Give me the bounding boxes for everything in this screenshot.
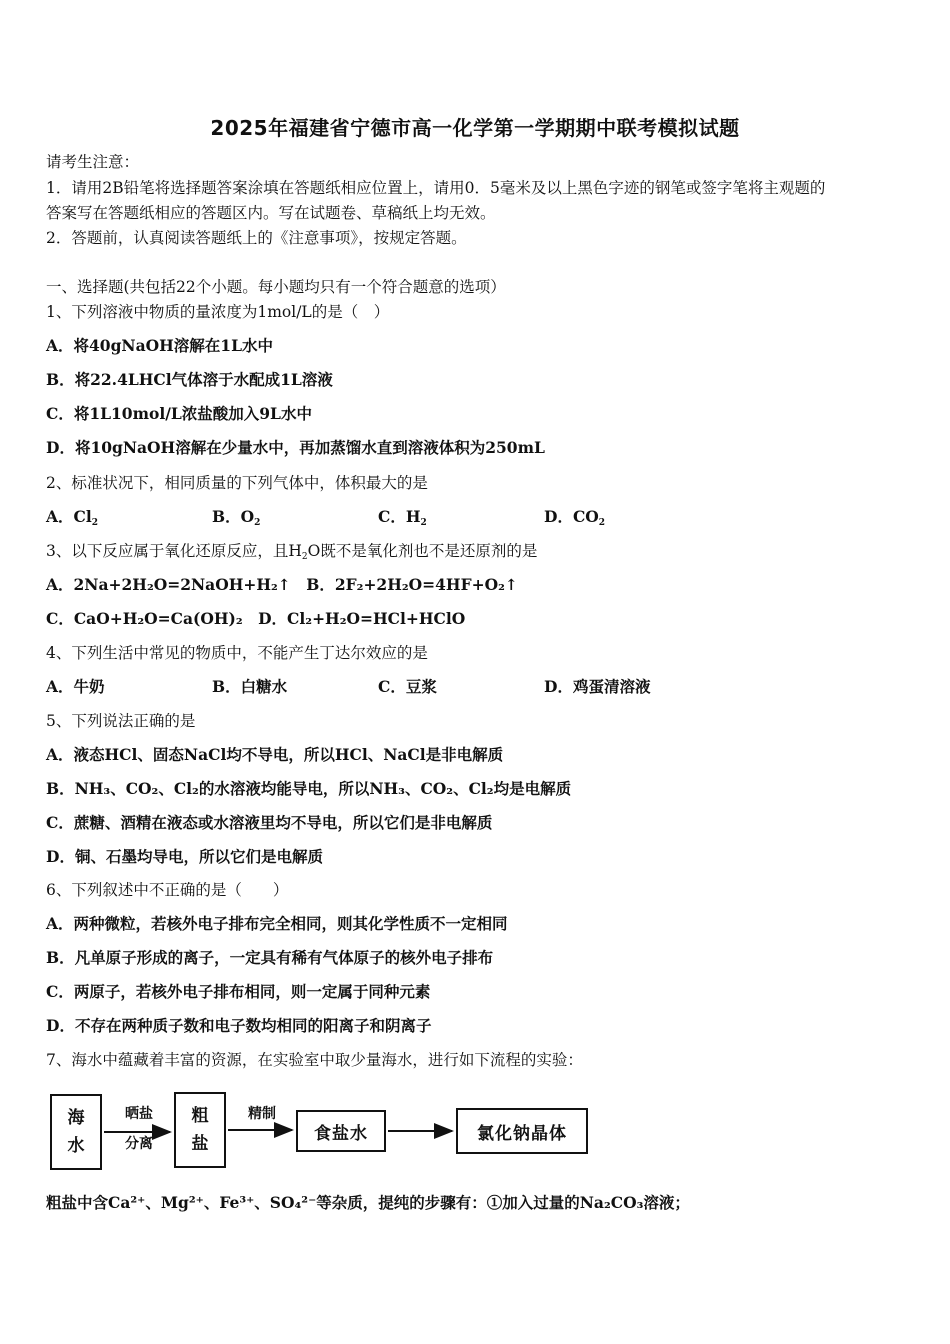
q2-option-d: D．$CO_2$: [544, 507, 606, 528]
q1-option-a: A．将40gNaOH溶解在1L水中: [46, 336, 273, 355]
flow-box-seawater: 海 水: [50, 1094, 102, 1170]
q2-options: [46, 507, 710, 533]
flow-arrow1-label-top: 晒盐: [125, 1106, 153, 1122]
q2-stem: 2、标准状况下，相同质量的下列气体中，体积最大的是: [46, 474, 428, 492]
q6-option-a: A．两种微粒，若核外电子排布完全相同，则其化学性质不一定相同: [46, 914, 508, 933]
q6-stem: 6、下列叙述中不正确的是（ ）: [46, 881, 289, 899]
flow-box-brine: 食盐水: [296, 1110, 386, 1152]
page-title: 2025年福建省宁德市高一化学第一学期期中联考模拟试题: [210, 116, 740, 140]
q4-stem: 4、下列生活中常见的物质中，不能产生丁达尔效应的是: [46, 644, 428, 662]
q4-option-d: D．鸡蛋清溶液: [544, 677, 651, 696]
q6-option-d: D．不存在两种质子数和电子数均相同的阳离子和阴离子: [46, 1016, 432, 1035]
q5-stem: 5、下列说法正确的是: [46, 712, 196, 730]
q3-options-ab: A．2Na+2H₂O=2NaOH+H₂↑ B．2F₂+2H₂O=4HF+O₂↑: [46, 575, 518, 594]
notice-heading: 请考生注意：: [46, 153, 140, 171]
q3-stem: 3、以下反应属于氧化还原反应，且$H_2O$既不是氧化剂也不是还原剂的是: [46, 542, 538, 562]
q4-option-c: C．豆浆: [378, 677, 437, 696]
q2-option-a: A．$Cl_2$: [46, 507, 99, 528]
q5-option-b: B．NH₃、CO₂、Cl₂的水溶液均能导电，所以NH₃、CO₂、Cl₂均是电解质: [46, 779, 572, 798]
q5-option-d: D．铜、石墨均导电，所以它们是电解质: [46, 847, 323, 866]
q2-option-b: B．$O_2$: [212, 507, 261, 528]
q5-option-a: A．液态HCl、固态NaCl均不导电，所以HCl、NaCl是非电解质: [46, 745, 504, 764]
q7-stem: 7、海水中蕴藏着丰富的资源，在实验室中取少量海水，进行如下流程的实验：: [46, 1051, 583, 1069]
q1-stem: 1、下列溶液中物质的量浓度为1mol/L的是（ ）: [46, 303, 390, 321]
flow-box-nacl-crystal: 氯化钠晶体: [456, 1108, 588, 1154]
q1-option-b: B．将22.4LHCl气体溶于水配成1L溶液: [46, 370, 333, 389]
q1-option-c: C．将1L10mol/L浓盐酸加入9L水中: [46, 404, 312, 423]
q1-option-d: D．将10gNaOH溶解在少量水中，再加蒸馏水直到溶液体积为250mL: [46, 438, 545, 457]
q2-option-c: C．$H_2$: [378, 507, 427, 528]
flow-arrow1-label-bottom: 分离: [125, 1136, 153, 1152]
seawater-flow-diagram: [46, 1088, 606, 1178]
q7-impurities-line: 粗盐中含Ca²⁺、Mg²⁺、Fe³⁺、SO₄²⁻等杂质，提纯的步骤有：①加入过量的Na₂CO₃溶液；: [46, 1193, 690, 1212]
notice-line-2: 2．答题前，认真阅读答题纸上的《注意事项》，按规定答题。: [46, 229, 467, 247]
section-heading: 一、选择题(共包括22个小题。每小题均只有一个符合题意的选项）: [46, 278, 506, 296]
q4-options: [46, 677, 710, 697]
q4-option-b: B．白糖水: [212, 677, 288, 696]
q4-option-a: A．牛奶: [46, 677, 105, 696]
flow-arrow2-label: 精制: [248, 1106, 276, 1122]
q5-option-c: C．蔗糖、酒精在液态或水溶液里均不导电，所以它们是非电解质: [46, 813, 493, 832]
flow-box-crude-salt: 粗 盐: [174, 1092, 226, 1168]
notice-line-1a: 1．请用2B铅笔将选择题答案涂填在答题纸相应位置上，请用0．5毫米及以上黑色字迹的钢笔或签字笔将主观题的: [46, 179, 826, 197]
notice-line-1b: 答案写在答题纸相应的答题区内。写在试题卷、草稿纸上均无效。: [46, 204, 496, 222]
q6-option-b: B．凡单原子形成的离子，一定具有稀有气体原子的核外电子排布: [46, 948, 494, 967]
q6-option-c: C．两原子，若核外电子排布相同，则一定属于同种元素: [46, 982, 431, 1001]
q3-options-cd: C．CaO+H₂O=Ca(OH)₂ D．Cl₂+H₂O=HCl+HClO: [46, 609, 466, 628]
